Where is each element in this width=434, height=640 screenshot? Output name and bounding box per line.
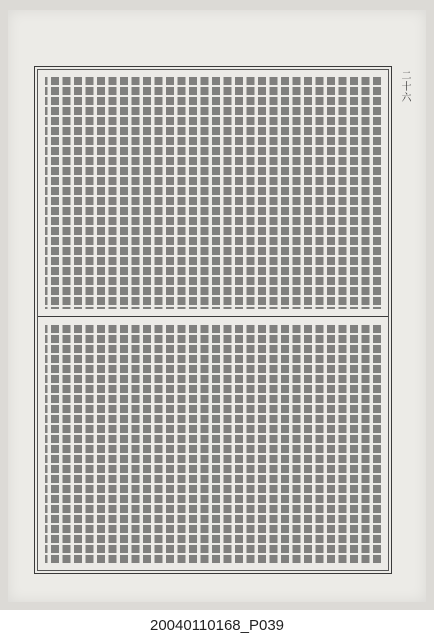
image-caption: 20040110168_P039: [149, 616, 285, 634]
page-number: 二十六: [399, 70, 410, 103]
text-block-upper: [45, 77, 381, 309]
text-frame: [34, 66, 392, 574]
text-block-lower: [45, 325, 381, 565]
section-divider: [38, 316, 388, 317]
book-page: [8, 10, 426, 602]
